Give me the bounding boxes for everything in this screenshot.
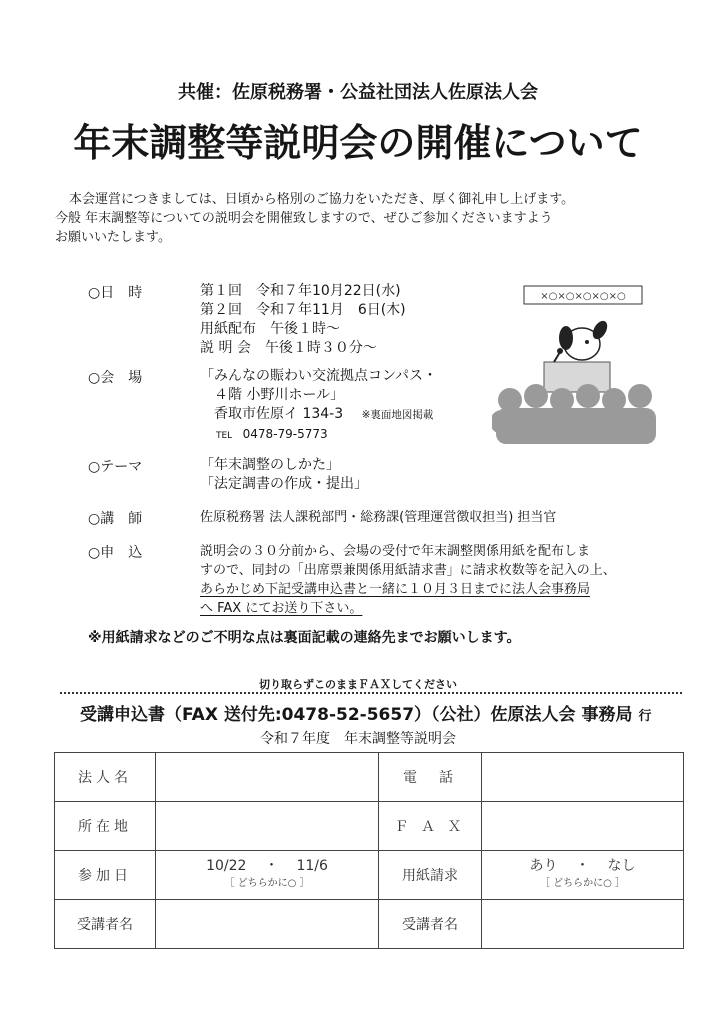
date-option-2[interactable]: 11/6 [296,858,328,874]
venue-address-row [200,405,437,425]
application-label: ○申 込 [88,545,143,561]
phone-label: 電 話 [379,753,482,802]
theme-label: ○テーマ [88,459,143,475]
theme-item: 「法定調書の作成・提出」 [200,476,368,492]
intro-line: 本会運営につきましては、日頃から格別のご協力をいただき、厚く御礼申し上げます。 [69,192,575,207]
intro-text [55,190,675,247]
inquiry-note: ※用紙請求などのご不明な点は裏面記載の連絡先までお願いします。 [88,630,521,646]
speaker-eye [585,340,589,344]
paper-option-yes[interactable]: あり [529,858,558,874]
date-separator: ・ [264,858,279,874]
venue-hall: ４階 小野川ホール」 [200,387,345,403]
form-subtitle: 令和７年度 年末調整等説明会 [260,731,456,747]
theme-item: 「年末調整のしかた」 [200,457,340,473]
form-row [55,802,684,851]
venue-name: 「みんなの賑わい交流拠点コンパス・ [200,368,438,384]
application-form [54,752,684,949]
paper-hint: ［ どちらかに○ ］ [539,878,626,889]
paper-label: 用紙請求 [379,851,482,900]
speaker-ear [559,326,573,350]
distribution-time: 用紙配布 午後１時～ [200,321,340,337]
venue-tel-row [216,425,437,446]
date-option-1[interactable]: 10/22 [206,858,247,874]
application-line: あらかじめ下記受講申込書と一緒に１０月３日までに法人会事務局 [200,582,591,597]
address-field[interactable] [156,802,379,851]
company-label: 法人名 [55,753,156,802]
map-note: ※裏面地図掲載 [361,409,434,421]
paper-separator: ・ [575,858,590,874]
venue-label: ○会 場 [88,370,143,386]
application-line: へ FAX にてお送り下さい。 [200,601,363,616]
paper-field[interactable] [482,851,684,900]
fax-header-text: 受講申込書（FAX 送付先:0478-52-5657）（公社）佐原法人会 事務局 [80,705,633,725]
address-label: 所在地 [55,802,156,851]
cut-line [60,692,682,694]
podium [544,362,610,392]
venue-tel: 0478-79-5773 [242,427,328,441]
session-time: 説 明 会 午後１時３０分～ [200,340,377,356]
attendee-field[interactable] [156,900,379,949]
fax-label: Ｆ Ａ Ｘ [379,802,482,851]
form-row [55,753,684,802]
session2: 第２回 令和７年11月 6日(木) [200,302,406,318]
page-title: 年末調整等説明会の開催について [73,121,643,165]
tel-label: TEL [216,431,233,441]
lecturer-value: 佐原税務署 法人課税部門・総務課(管理運営徴収担当) 担当官 [200,510,557,525]
microphone-head [557,348,563,354]
phone-field[interactable] [482,753,684,802]
venue-address: 香取市佐原イ 134-3 [214,406,344,422]
fax-header [80,700,651,725]
paper-option-no[interactable]: なし [607,858,636,874]
fax-header-suffix: 行 [638,709,652,724]
form-row [55,900,684,949]
attendee-label-2: 受講者名 [379,900,482,949]
application-line: 説明会の３０分前から、会場の受付で年末調整関係用紙を配布しま [200,544,591,559]
company-field[interactable] [156,753,379,802]
date-hint: ［ どちらかに○ ］ [224,878,310,889]
application-line: すので、同封の「出席票兼関係用紙請求書」に請求枚数等を記入の上、 [200,563,616,578]
date-field[interactable] [156,851,379,900]
fax-field[interactable] [482,802,684,851]
seminar-illustration [492,282,658,448]
intro-line: お願いいたします。 [55,230,171,245]
audience [492,384,656,444]
banner-text: ×○×○×○×○×○ [540,291,626,302]
cut-instruction: 切り取らずこのままＦＡＸしてください [259,678,457,691]
intro-line: 今般 年末調整等についての説明会を開催致しますので、ぜひご参加くださいますよう [55,211,553,226]
venue-block [200,367,437,446]
lecturer-label: ○講 師 [88,511,143,527]
date-label: 参加日 [55,851,156,900]
datetime-block [200,282,406,358]
datetime-label: ○日 時 [88,285,143,301]
organizers: 共催：佐原税務署・公益社団法人佐原法人会 [178,82,538,103]
session1: 第１回 令和７年10月22日(水) [200,283,401,299]
attendee-label: 受講者名 [55,900,156,949]
application-block [200,542,616,618]
form-row [55,851,684,900]
theme-block [200,456,368,494]
attendee-field-2[interactable] [482,900,684,949]
